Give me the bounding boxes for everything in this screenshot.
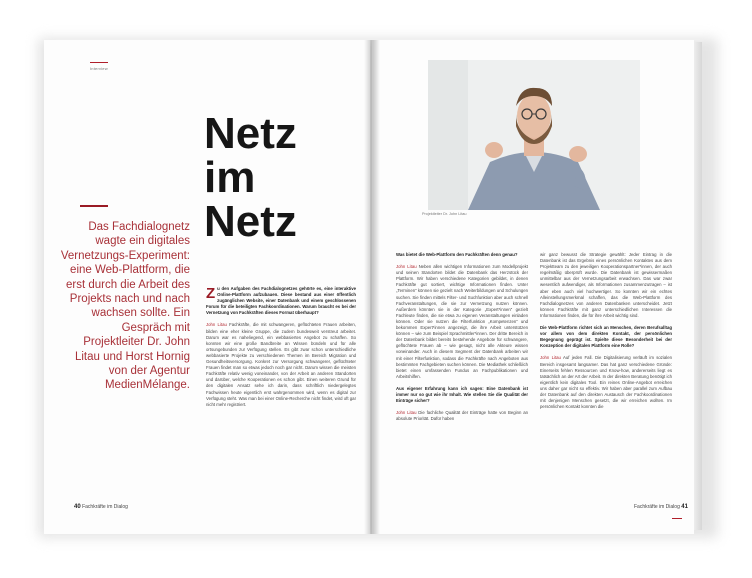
headline [204,109,297,246]
question-text: Was bietet die Web-Plattform den Fachkräften denn genau? [396,252,518,257]
portrait-illustration [428,60,640,210]
question-text: u den Aufgaben des Fachdialognetzes gehörte es, eine interaktive Online-Plattform aufzubauen. Diese bestand aus einer öffentlich zugänglichen Website, einer Datenbank und einem geschlossenen Forum für die beteiligten Fachkoordinationen. Warum braucht es bei der Vernetzung von Fachkräften dieses Format überhaupt? [206,286,356,316]
headline-line: Netz [204,197,297,246]
question-text: Die Web-Plattform richtet sich an Menschen, deren Berufsalltag vor allem von dem direkten Kontakt, der persönlichen Begegnung geprägt ist. Spielte diese Besonderheit bei der Konzeption der digitalen Plattform eine Rolle? [540,325,672,349]
page-folio [634,504,688,510]
answer-text: Die fachliche Qualität der Einträge hatte von Beginn an absolute Priorität. Dafür haben [396,410,528,422]
continuation-mark [672,518,682,519]
right-page [372,40,694,534]
speaker-name: John Litau [396,410,417,416]
page-stack-edge [694,42,702,530]
pull-quote-rule [80,205,108,207]
continued-text: wir ganz bewusst die Strategie gewählt: Jeder Eintrag in die Datenbank ist das Ergebnis eines persönlichen Kontaktes aus dem Projektteam zu den jeweiligen Kooperationspartner*innen, der auch regelmäßig überprüft wurde. Die Datenbank ist gewissermaßen unmittelbar aus der Vernetzungsarbeit erwachsen. Das war zwar wesentlich aufwendiger, als Informationen zusammenzutragen – ist aber eben auch viel hochwertiger. So konnten wir ein echtes Alleinstellungsmerkmal schaffen, das die Web-Plattform des Fachdialognetzes von anderen Datenbanken unterscheidet. Jetzt können Fachkräfte mit ganz unterschiedlichen Interessen die Informationen finden, die für ihre Arbeit wichtig sind. [540,252,672,318]
answer-text: Neben allen wichtigen Informationen zum Modellprojekt und seinen Standorten bildet die Datenbank das Herzstück der Plattform. Wir haben verschiedene Kategorien gebildet, in denen Fachkräfte gut sortiert, wichtige Informationen finden. Unter „Terminen“ können sie gezielt nach Weiterbildungen und Schulungen suchen. Sie finden mittels Filter- und Suchfunktion aber auch schnell Fachveranstaltungen, die sie zur Vernetzung nutzen können. Außerdem könnten sie in der Kategorie „Expert*innen“ gezielt Fachleute finden, die sie etwa zu eigenen Veranstaltungen einladen können. Oder sie nutzen die Filterfunktion „Kompetenzen“ und bekommen Expert*innen angezeigt, die ihre Arbeit unterstützen können – wie zum Beispiel Sprachmittler*innen. Der dritte Bereich in der Datenbank bildet bereits bestehende Angebote für schwangere, geflüchtete Frauen ab – wie gesagt, nicht alle Akteure wissen voneinander. Auch in diesem Segment der Datenbank arbeiten wir mit einer Filterfunktion, sodass die Fachkräfte nach Angeboten aus bestimmten Fachgebieten suchen können. Die Mediathek schließlich bietet einen umfassenden Fundus an Fachpublikationen und Arbeitshilfen. [396,264,528,379]
question-text: Aus eigener Erfahrung kann ich sagen: Eine Datenbank ist immer nur so gut wie ihr Inhalt. Wie stellen Sie die Qualität der Einträge sicher? [396,385,528,404]
section-label: Interview [90,66,108,71]
interview-column-middle [396,252,528,428]
headline-line: im [204,153,256,202]
answer-text: Fachkräfte, die mit schwangeren, geflüchteten Frauen arbeiten, bilden eine eher kleine Gruppe, die zudem bundesweit verstreut arbeitet. Darum war es naheliegend, ein webbasiertes Angebot zu schaffen. So konnten wir eine große Bandbreite an Wissen bündeln und für alle ortsungebunden zur Verfügung stellen. Es gibt zwar schon unterschiedliche webbasierte Projekte zu verschiedenen Themen im Bereich Migration und Gesundheitsversorgung. Konkret zur Versorgung schwangerer, geflüchteter Frauen findet man so etwas jedoch noch gar nicht. Darum wissen die meisten Fachkräfte relativ wenig voneinander, von der Arbeit an anderen Standorten und darüber, welche Kooperationen es schon gibt. Einen weiteren Grund für den digitalen Ansatz sehe ich darin, dass schriftlich niedergelegtes Fachwissen heute eigentlich erst wahrgenommen wird, wenn es digital zur Verfügung steht. Was man bei einer Online-Recherche nicht findet, wird oft gar nicht mehr registriert. [206,322,356,407]
photo-caption: Projektleiter Dr. John Litau [422,212,467,216]
page-number: 40 [74,504,81,510]
drop-cap: Z [206,285,216,302]
interview-column-left [206,286,356,414]
interview-column-right [540,252,672,416]
folio-title: Fachkräfte im Dialog [82,504,128,510]
folio-title: Fachkräfte im Dialog [634,504,680,510]
answer-text: Auf jeden Fall. Die Digitalisierung verläuft im sozialen Bereich insgesamt langsamer. Das hat ganz verschiedene Gründe: Einerseits fehlen Ressourcen und Know-how, andererseits liegt es tatsächlich an der Art der Arbeit. In der direkten Beratung benötigt ich eigentlich kein digitales Tool. Ein reines Online-Angebot erreichen uns daher gar nicht so effektiv. Wir haben aber parallel zum Aufbau der Datenbank auf den direkten Austausch der Fachkoordinationen mit denjenigen Menschen gesetzt, die wir erreichen wollten. Im persönlichen Kontakt konnten die [540,355,672,410]
pull-quote: Das Fachdialognetz wagte ein digitales Vernetzungs-Experiment: eine Web-Plattform, die erst durch die Arbeit des Projekts nach und nach wachsen sollte. Ein Gespräch mit Projektleiter Dr. John Litau und Horst Hornig von der Agentur MedienMélange. [60,221,190,392]
section-rule [90,62,108,63]
speaker-name: John Litau [540,355,561,361]
spine-gutter [364,40,380,534]
portrait-photo [428,60,640,210]
left-page [44,40,370,534]
page-folio [74,504,128,510]
speaker-name: John Litau [396,264,417,270]
speaker-name: John Litau [206,322,227,328]
page-number: 41 [681,504,688,510]
headline-line: Netz [204,109,297,158]
